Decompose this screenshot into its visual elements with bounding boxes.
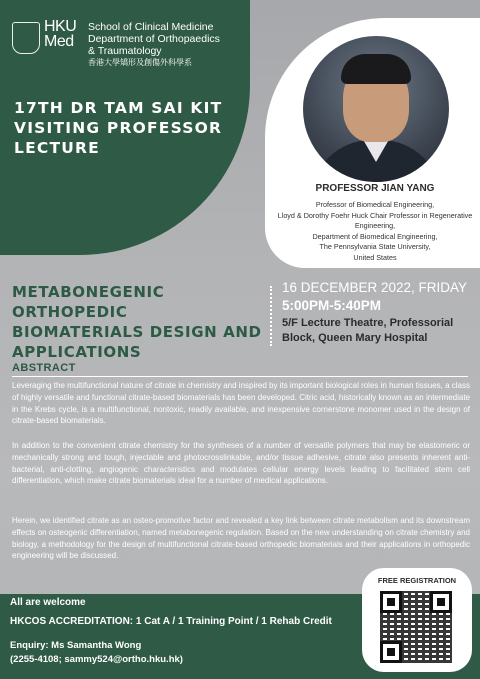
event-venue: 5/F Lecture Theatre, Professorial Block, Queen Mary Hospital (282, 317, 454, 344)
enquiry-text: Enquiry: Ms Samantha Wong (2255-4108; sammy524@ortho.hku.hk) (10, 640, 183, 665)
abstract-paragraph-3: Herein, we identified citrate as an osteo-promotive factor and revealed a key link between citrate metabolism and its downstream effects on osteogenic differentiation, named metabonegenic regulation. Based on the new understanding on citrate chemistry and biology, a methodology for the design of multifunctional citrate-based orthopedic biomaterials and their applications in orthopedic engineering will be discussed. (12, 516, 470, 561)
lecture-title: 17TH DR TAM SAI KIT VISITING PROFESSOR LECTURE (14, 99, 223, 157)
welcome-text: All are welcome (10, 597, 86, 608)
qr-finder-icon (430, 591, 452, 613)
hku-med-logo: HKU Med (44, 18, 77, 50)
event-time: 5:00PM-5:40PM (282, 298, 382, 313)
hku-crest-icon (12, 22, 40, 54)
speaker-name: PROFESSOR JIAN YANG (315, 183, 435, 194)
school-name: School of Clinical Medicine Department of Orthopaedics & Traumatology (88, 21, 220, 57)
accreditation-text: HKCOS ACCREDITATION: 1 Cat A / 1 Training Point / 1 Rehab Credit (10, 616, 332, 627)
dotted-divider (270, 286, 272, 346)
registration-label: FREE REGISTRATION (377, 576, 457, 585)
abstract-heading: ABSTRACT (12, 362, 76, 374)
qr-finder-icon (380, 591, 402, 613)
speaker-description: Professor of Biomedical Engineering, Lloyd & Dorothy Foehr Huck Chair Professor in Regenerative Engineering, Department of Biomedical Engineering, The Pennsylvania State University, United States (277, 200, 473, 262)
abstract-paragraph-1: Leveraging the multifunctional nature of citrate in chemistry and inspired by its important biological roles in human tissues, a class of highly versatile and functional citrate-based biomaterials has been developed. Citric acid, historically known as an intermediate in the Krebs cycle, is a multifunctional, nontoxic, readily available, and inexpensive cornerstone monomer used in the design of citrate-based biomaterials. (12, 381, 471, 426)
abstract-rule (12, 376, 468, 377)
abstract-paragraph-2: In addition to the convenient citrate chemistry for the syntheses of a number of versatile polymers that may be elastomeric or mechanically strong and tough, injectable and photocrosslinkable, and/or tissue adhesive, citrate also presents inherent anti-bacterial, anti-clotting, angiogenic characteristics and modulates cellular energy levels leading to facilitated stem cell differentiation, which make citrate biomaterials ideal for a number of medical applications. (12, 441, 470, 486)
speaker-photo (303, 36, 449, 182)
qr-finder-icon (380, 641, 402, 663)
event-date: 16 DECEMBER 2022, FRIDAY (282, 280, 468, 295)
school-name-zh: 香港大學矯形及創傷外科學系 (88, 58, 192, 67)
talk-title: METABONEGENIC ORTHOPEDIC BIOMATERIALS DESIGN AND APPLICATIONS (12, 283, 262, 361)
